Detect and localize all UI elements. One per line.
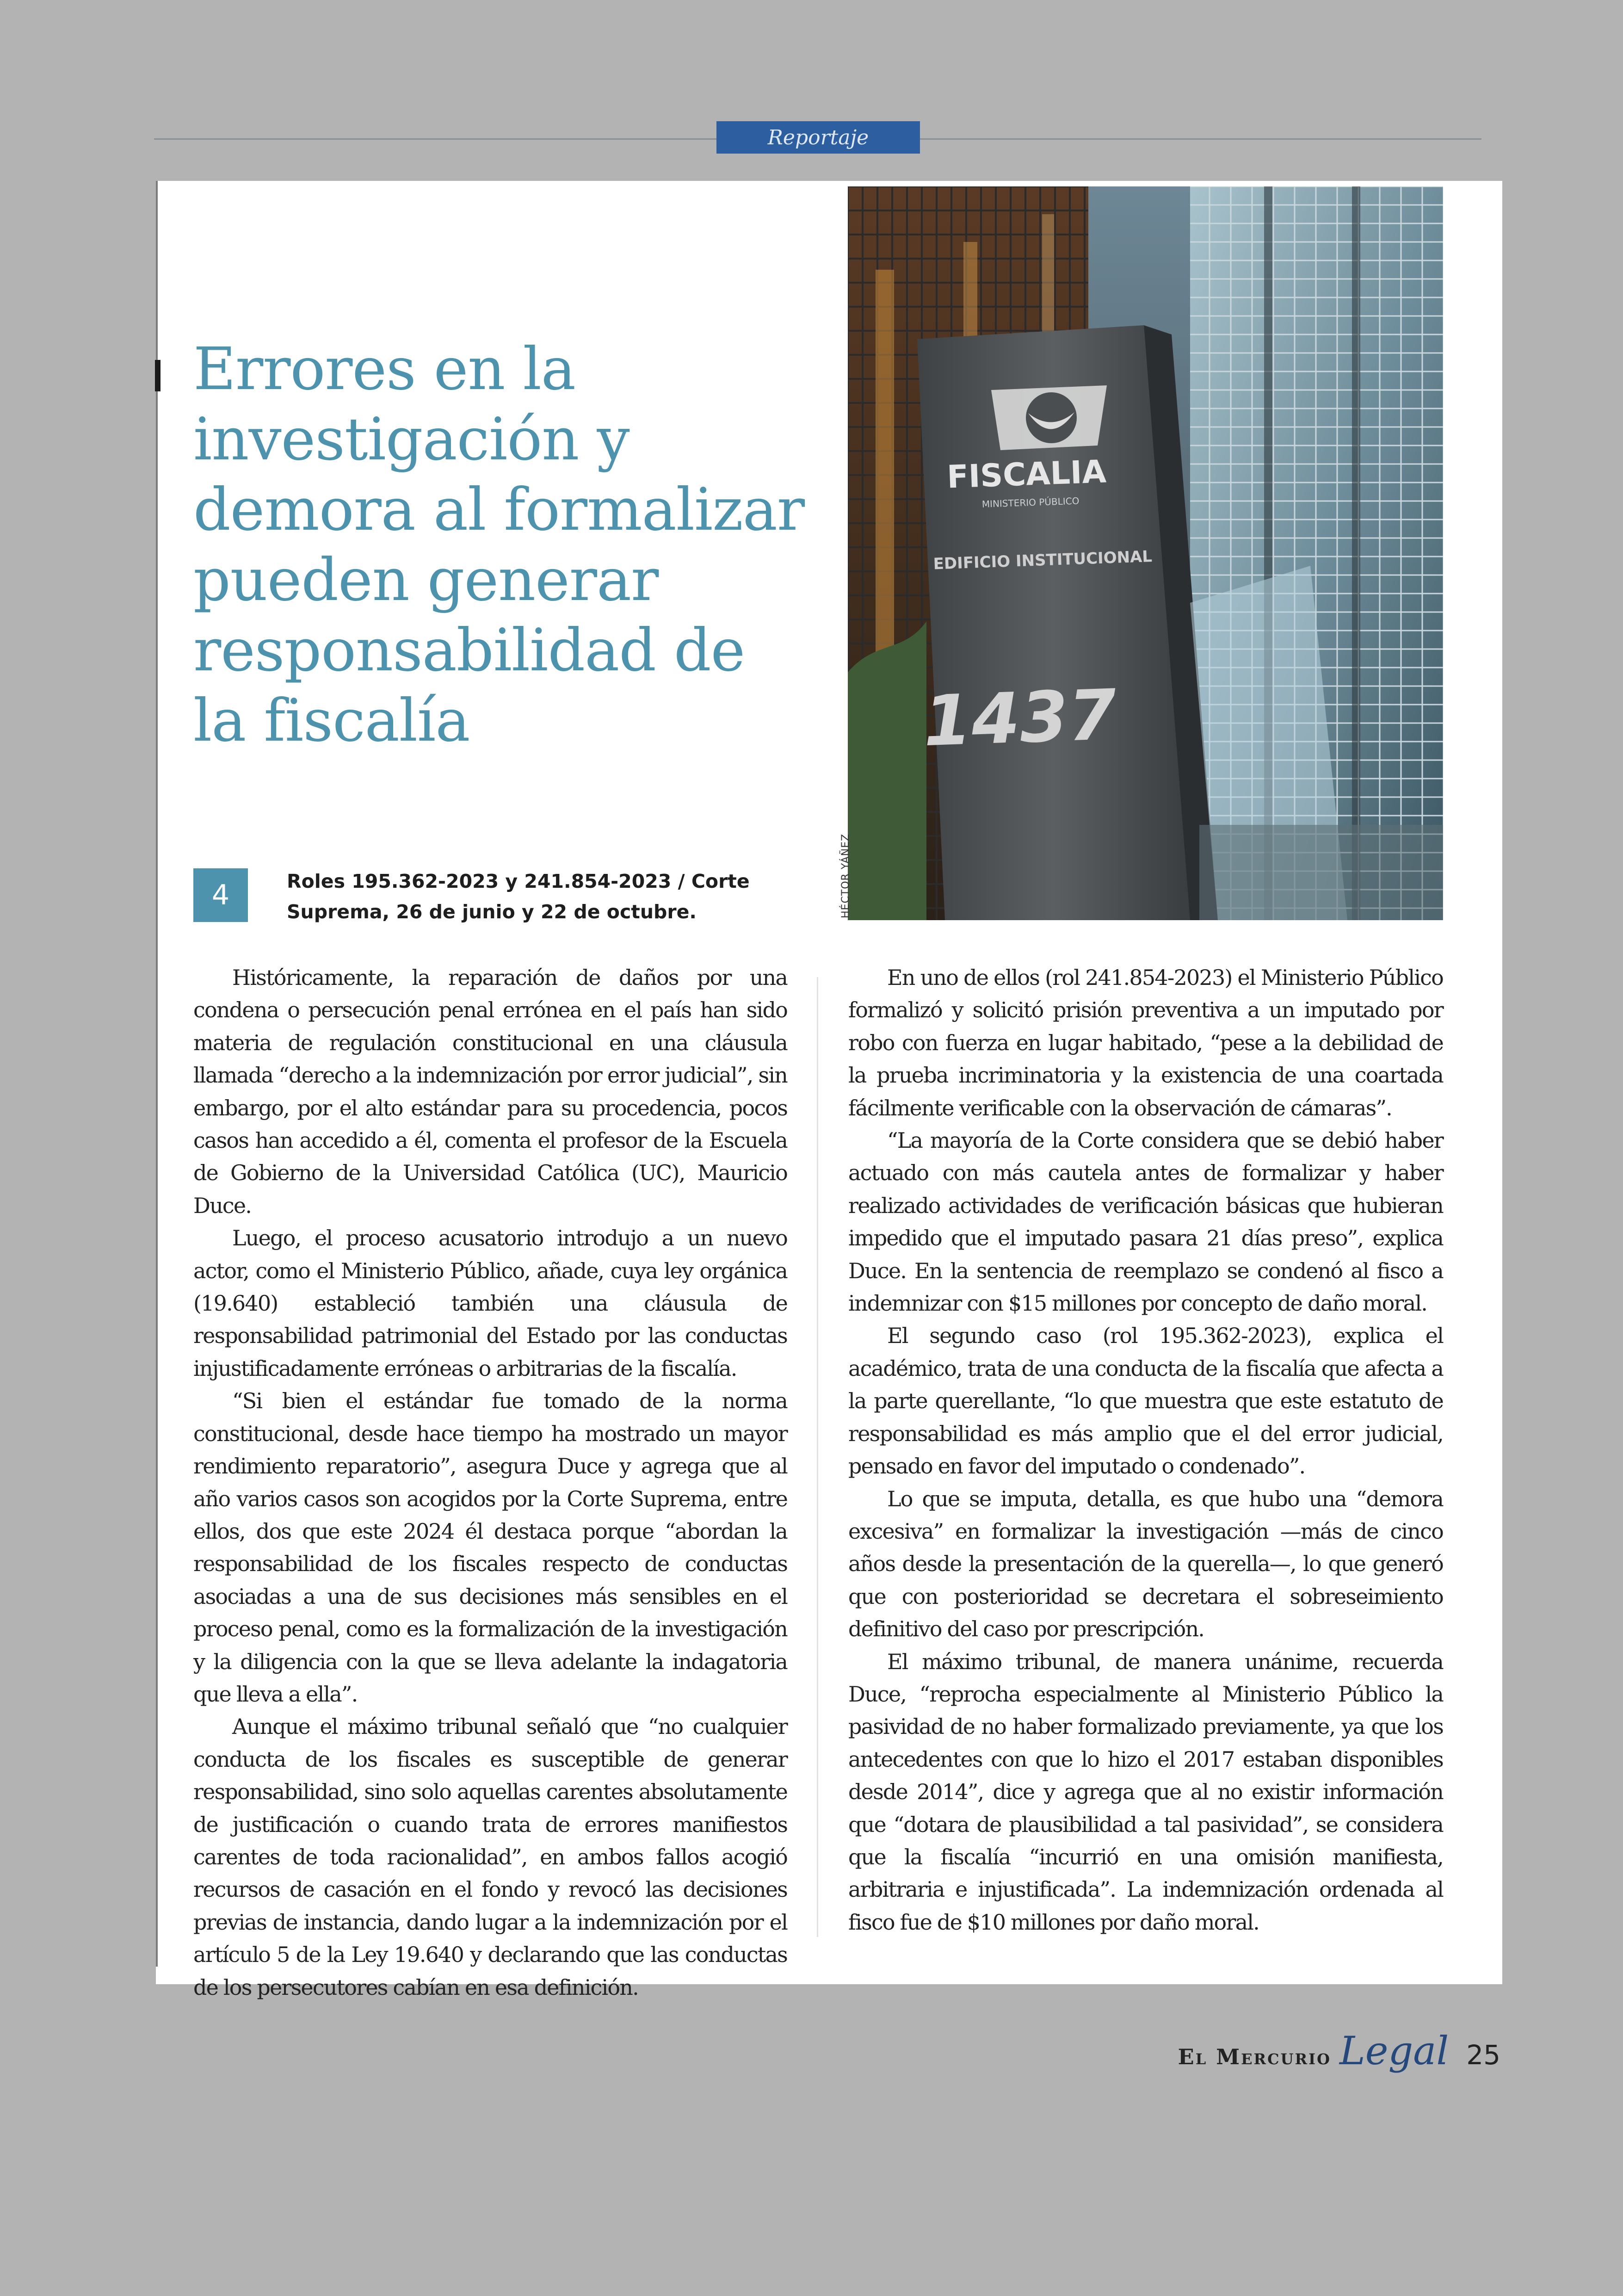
article-headline: Errores en la investigación y demora al formalizar pueden generar responsabilidad de la fiscalía <box>193 335 805 755</box>
page-footer <box>1178 2028 1500 2084</box>
article-right-column <box>848 961 1443 1938</box>
photo-illustration <box>848 186 1443 920</box>
paragraph: Luego, el proceso acusatorio introdujo a un nuevo actor, como el Ministerio Público, añade, cuya ley orgánica (19.640) estableció también una cláusula de responsabilidad patrimonial del Estado por las conductas injustificadamente erróneas o arbitrarias de la fiscalía. <box>193 1225 787 1381</box>
sign-subtitle: MINISTERIO PÚBLICO <box>981 495 1080 510</box>
paragraph: Históricamente, la reparación de daños por una condena o persecución penal errónea en el país han sido materia de regulación constitucional en una cláusula llamada “derecho a la indemnización por error judicial”, sin embargo, por el alto estándar para su procedencia, pocos casos han accedido a él, comenta el profesor de la Escuela de Gobierno de la Universidad Católica (UC), Mauricio Duce. <box>193 965 787 1218</box>
article-left-column <box>193 961 787 2004</box>
fiscalia-building-photo <box>848 186 1443 920</box>
paragraph: “Si bien el estándar fue tomado de la norma constitucional, desde hace tiempo ha mostrado un mayor rendimiento reparatorio”, asegura Duce y agrega que al año varios casos son acogidos por la Corte Suprema, entre ellos, dos que este 2024 él destaca porque “abordan la responsabilidad de los fiscales respecto de conductas asociadas a una de sus decisiones más sensibles en el proceso penal, como es la formalización de la investigación y la diligencia con la que se lleva adelante la indagatoria que lleva a ella”. <box>193 1388 787 1707</box>
sign-number: 1437 <box>922 675 1118 762</box>
paragraph: El segundo caso (rol 195.362-2023), explica el académico, trata de una conducta de la fiscalía que afecta a la parte querellante, “lo que muestra que este estatuto de responsabilidad es más amplio que el del error judicial, pensado en favor del imputado o condenado”. <box>848 1323 1443 1479</box>
supplement-name: Legal <box>1339 2028 1449 2073</box>
publication-name: El Mercurio <box>1178 2044 1331 2069</box>
column-divider <box>817 977 818 1937</box>
case-number-badge: 4 <box>193 868 248 922</box>
photo-credit: HÉCTOR YÁÑEZ <box>840 833 852 918</box>
sign-name: FISCALIA <box>946 453 1107 496</box>
page-number: 25 <box>1466 2039 1500 2071</box>
paragraph: En uno de ellos (rol 241.854-2023) el Ministerio Público formalizó y solicitó prisión preventiva a un imputado por robo con fuerza en lugar habitado, “pese a la debilidad de la prueba incriminatoria y la existencia de una coartada fácilmente verificable con la observación de cámaras”. <box>848 965 1443 1120</box>
fiscalia-emblem <box>991 385 1107 450</box>
card-edge <box>156 181 158 1967</box>
sign-building: EDIFICIO INSTITUCIONAL <box>933 547 1153 574</box>
edge-marker <box>155 360 160 391</box>
paragraph: Lo que se imputa, detalla, es que hubo una “demora excesiva” en formalizar la investigación —más de cinco años desde la presentación de la querella—, lo que generó que con posterioridad se decretara el sobreseimiento definitivo del caso por prescripción. <box>848 1486 1443 1642</box>
paragraph: El máximo tribunal, de manera unánime, recuerda Duce, “reprocha especialmente al Ministerio Público la pasividad de no haber formalizado previamente, ya que los antecedentes con que lo hizo el 2017 estaban disponibles desde 2014”, dice y agrega que al no existir información que “dotara de plausibilidad a tal pasividad”, se considera que la fiscalía “incurrió en una omisión manifiesta, arbitraria e injustificada”. La indemnización ordenada al fisco fue de $10 millones por daño moral. <box>848 1649 1443 1935</box>
case-reference: Roles 195.362-2023 y 241.854-2023 / Corte Suprema, 26 de junio y 22 de octubre. <box>287 870 750 923</box>
paragraph: Aunque el máximo tribunal señaló que “no cualquier conducta de los fiscales es susceptible de generar responsabilidad, sino solo aquellas carentes absolutamente de justificación o cuando trata de errores manifiestos carentes de toda racionalidad”, en ambos fallos acogió recursos de casación en el fondo y revocó las decisiones previas de instancia, dando lugar a la indemnización por el artículo 5 de la Ley 19.640 y declarando que las conductas de los persecutores cabían en esa definición. <box>193 1714 787 2000</box>
section-tag: Reportaje <box>716 121 920 154</box>
paragraph: “La mayoría de la Corte considera que se debió haber actuado con más cautela antes de formalizar y haber realizado actividades de verificación básicas que hubieran impedido que el imputado pasara 21 días preso”, explica Duce. En la sentencia de reemplazo se condenó al fisco a indemnizar con $15 millones por concepto de daño moral. <box>848 1128 1443 1316</box>
